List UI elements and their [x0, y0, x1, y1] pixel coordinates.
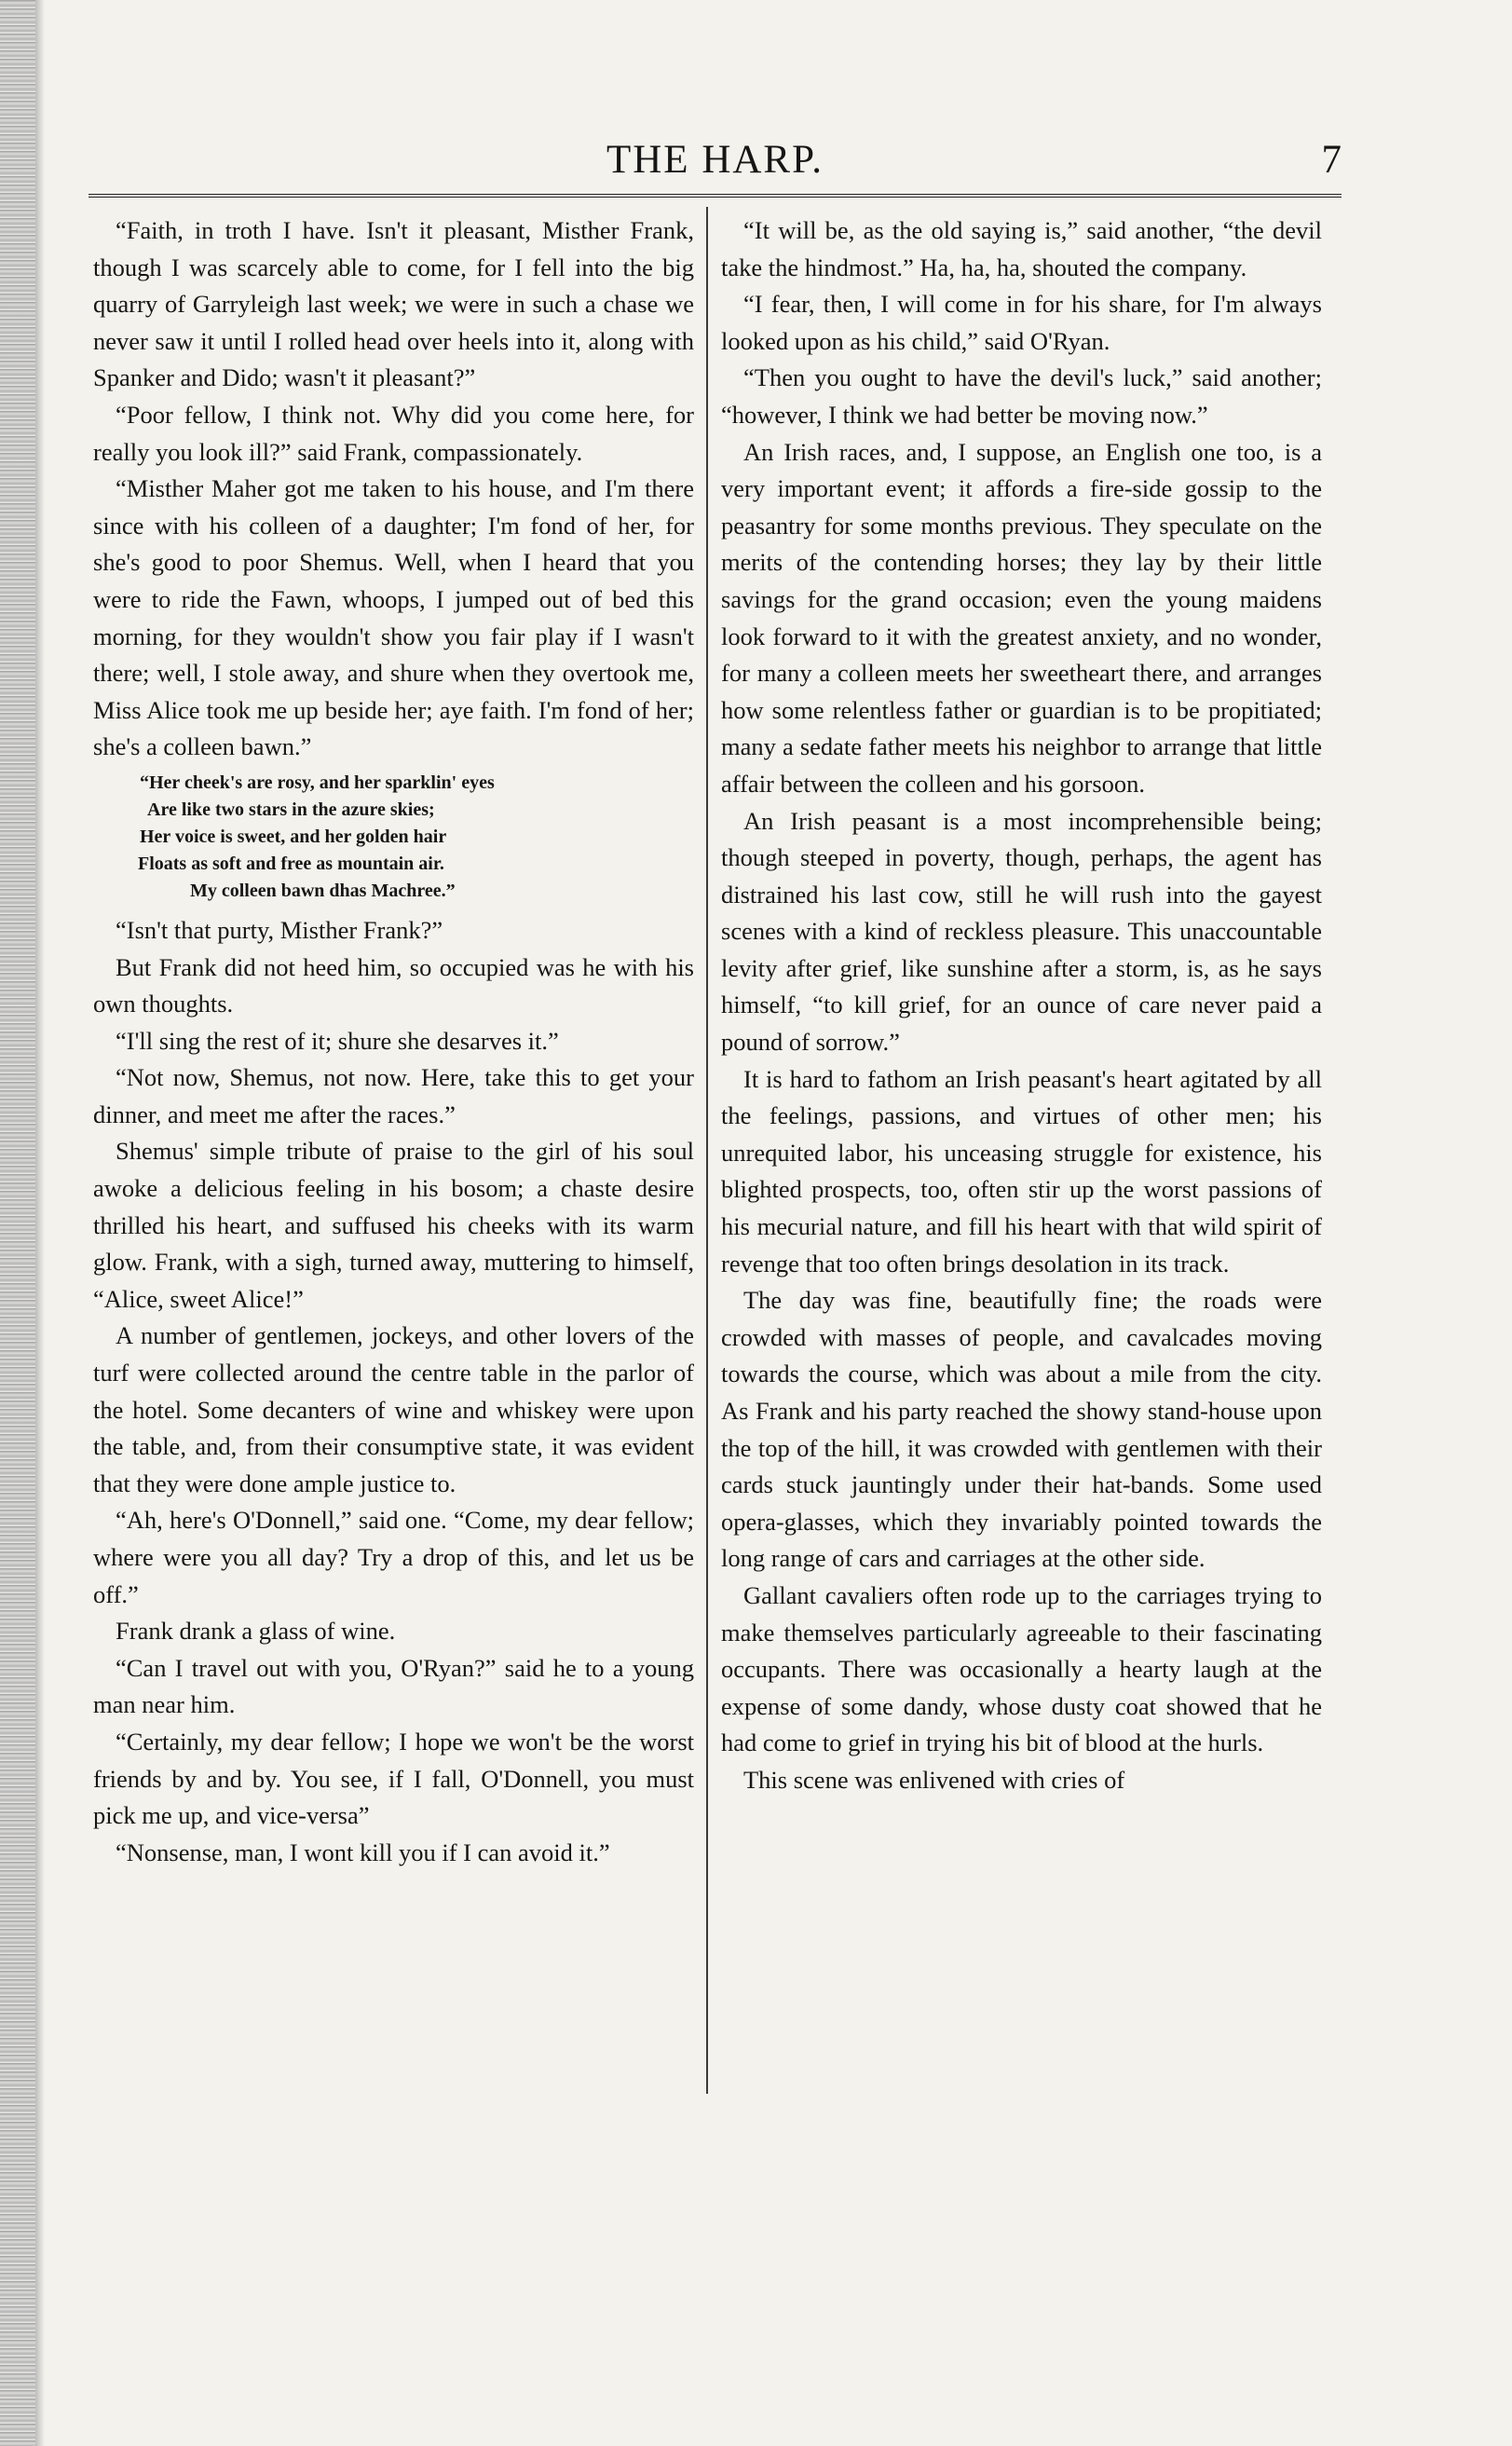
paragraph: The day was fine, beautifully fine; the roads were crowded with masses of people, and cavalcades moving towards the course, which was about a mile from the city. As Frank and his party reached the showy stand-house upon the top of the hill, it was crowded with gentlemen with their cards stuck jauntingly under their hat-bands. Some used opera-glasses, which they invariably pointed towards the long range of cars and carriages at the other side.	[721, 1286, 1322, 1573]
paragraph: “Isn't that purty, Misther Frank?”	[116, 915, 443, 944]
paragraph: “I fear, then, I will come in for his share, for I'm always looked upon as his child,” said O'Ryan.	[721, 290, 1322, 355]
page-number: 7	[1321, 138, 1342, 182]
page-header	[89, 132, 1342, 188]
paragraph: “Can I travel out with you, O'Ryan?” said he to a young man near him.	[93, 1653, 694, 1719]
right-column	[721, 212, 1322, 1799]
paragraph: “Not now, Shemus, not now. Here, take this to get your dinner, and meet me after the races.”	[93, 1063, 694, 1128]
verse-line: “Her cheek's are rosy, and her sparklin' eyes	[140, 772, 495, 793]
song-verse	[93, 770, 694, 905]
running-title: THE HARP.	[606, 138, 824, 182]
paragraph: Shemus' simple tribute of praise to the girl of his soul awoke a delicious feeling in his bosom; a chaste desire thrilled his heart, and suffused his cheeks with its warm glow. Frank, with a sigh, turned away, muttering to himself, “Alice, sweet Alice!”	[93, 1137, 694, 1313]
paragraph: An Irish races, and, I suppose, an English one too, is a very important event; it affords a fire-side gossip to the peasantry for some months previous. They speculate on the merits of the contending horses; they lay by their little savings for the grand occasion; even the young maidens look forward to it with the greatest anxiety, and no wonder, for many a colleen meets her sweetheart there, and arranges how some relentless father or guardian is to be propitiated; many a sedate father meets his neighbor to arrange that little affair between the colleen and his gorsoon.	[721, 437, 1322, 798]
paragraph: An Irish peasant is a most incomprehensible being; though steeped in poverty, though, perhaps, the agent has distrained his last cow, still he will rush into the gayest scenes with a kind of reckless pleasure. This unaccountable levity after grief, like sunshine after a storm, is, as he says himself, “to kill grief, for an ounce of care never paid a pound of sorrow.”	[721, 806, 1322, 1057]
paragraph: “Ah, here's O'Donnell,” said one. “Come, my dear fellow; where were you all day? Try a drop of this, and let us be off.”	[93, 1506, 694, 1608]
left-column	[93, 212, 694, 1871]
verse-line: Her voice is sweet, and her golden hair	[140, 826, 447, 847]
paragraph: Frank drank a glass of wine.	[116, 1617, 396, 1646]
paragraph: “Poor fellow, I think not. Why did you come here, for really you look ill?” said Frank, compassionately.	[93, 400, 694, 466]
paragraph: “It will be, as the old saying is,” said another, “the devil take the hindmost.” Ha, ha, ha, shouted the company.	[721, 216, 1322, 281]
paragraph: “Faith, in troth I have. Isn't it pleasant, Misther Frank, though I was scarcely able to come, for I fell into the big quarry of Garryleigh last week; we were in such a chase we never saw it until I rolled head over heels into it, along with Spanker and Dido; wasn't it pleasant?”	[93, 216, 694, 392]
verse-line: Floats as soft and free as mountain air.	[138, 853, 444, 874]
page-binding-edge	[0, 0, 35, 2446]
paragraph: “Misther Maher got me taken to his house, and I'm there since with his colleen of a daughter; I'm fond of her, for she's good to poor Shemus. Well, when I heard that you were to ride the Fawn, whoops, I jumped out of bed this morning, for they wouldn't show you fair play if I wasn't there; well, I stole away, and shure when they overtook me, Miss Alice took me up beside her; aye faith. I'm fond of her; she's a colleen bawn.”	[93, 474, 694, 761]
paragraph: Gallant cavaliers often rode up to the carriages trying to make themselves particularly agreeable to their fascinating occupants. There was occasionally a hearty laugh at the expense of some dandy, whose dusty coat showed that he had come to grief in trying his bit of blood at the hurls.	[721, 1580, 1322, 1757]
paragraph: “Nonsense, man, I wont kill you if I can avoid it.”	[116, 1838, 610, 1866]
verse-line: Are like two stars in the azure skies;	[147, 799, 435, 820]
paragraph: It is hard to fathom an Irish peasant's heart agitated by all the feelings, passions, and virtues of other men; his unrequited labor, his unceasing struggle for existence, his blighted prospects, too, often stir up the worst passions of his mecurial nature, and fill his heart with that wild spirit of revenge that too often brings desolation in its track.	[721, 1064, 1322, 1278]
binding-shadow	[35, 0, 45, 2446]
paragraph: This scene was enlivened with cries of	[743, 1765, 1125, 1794]
paragraph: “I'll sing the rest of it; shure she desarves it.”	[116, 1026, 559, 1055]
header-rule	[89, 194, 1342, 198]
paragraph: But Frank did not heed him, so occupied was he with his own thoughts.	[93, 952, 694, 1018]
paragraph: “Then you ought to have the devil's luck,” said another; “however, I think we had better be moving now.”	[721, 363, 1322, 429]
paragraph: “Certainly, my dear fellow; I hope we won't be the worst friends by and by. You see, if I fall, O'Donnell, you must pick me up, and vice-versa”	[93, 1727, 694, 1830]
verse-line: My colleen bawn dhas Machree.”	[190, 880, 456, 901]
column-divider	[706, 207, 708, 2094]
paragraph: A number of gentlemen, jockeys, and other lovers of the turf were collected around the centre table in the parlor of the hotel. Some decanters of wine and whiskey were upon the table, and, from their consumptive state, it was evident that they were done ample justice to.	[93, 1321, 694, 1497]
